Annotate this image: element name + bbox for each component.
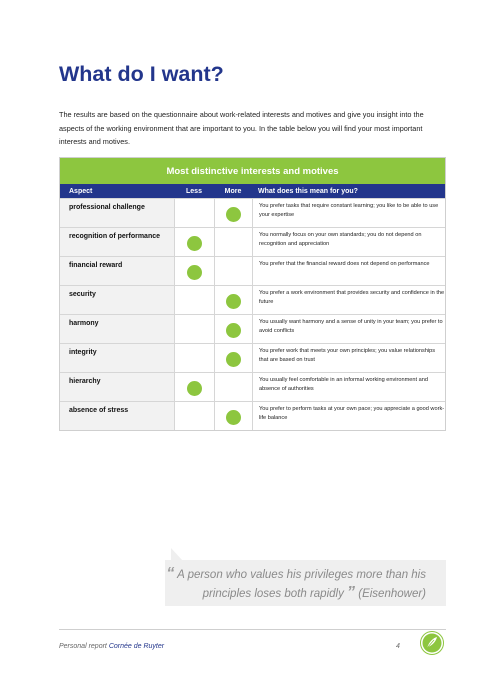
footer-label-text: Personal report (59, 643, 107, 650)
intro-paragraph: The results are based on the questionnaire about work-related interests and motives and give you insight into the aspects of the working environment that are important to you. In the table below you will find your most important interests and motives. (59, 110, 424, 146)
interests-table (59, 157, 446, 431)
leaf-badge-icon (420, 631, 444, 655)
quote (165, 565, 426, 603)
table-row (60, 343, 445, 372)
quote-line-2: principles loses both rapidly (202, 588, 344, 600)
aspect-cell: absence of stress (60, 402, 174, 430)
footer-divider (59, 629, 446, 630)
footer-person-name: Cornée de Ruyter (108, 643, 165, 650)
meaning-cell: You prefer to perform tasks at your own pace; you appreciate a good work-life balance (252, 402, 445, 430)
table-row (60, 285, 445, 314)
less-cell (174, 402, 214, 430)
indicator-dot (226, 352, 241, 367)
indicator-dot (226, 323, 241, 338)
table-header (60, 184, 445, 198)
page-title: What do I want? (59, 62, 224, 86)
more-cell (214, 373, 252, 401)
indicator-dot (226, 294, 241, 309)
table-body (60, 198, 445, 430)
aspect-cell: integrity (60, 344, 174, 372)
less-cell (174, 257, 214, 285)
header-aspect: Aspect (69, 187, 93, 195)
indicator-dot (226, 207, 241, 222)
less-cell (174, 199, 214, 227)
quote-close-mark: ” (347, 584, 356, 601)
quote-author: (Eisenhower) (358, 588, 426, 600)
more-cell (214, 257, 252, 285)
more-cell (214, 199, 252, 227)
less-cell (174, 228, 214, 256)
table-title: Most distinctive interests and motives (60, 158, 445, 184)
header-meaning: What does this mean for you? (258, 187, 358, 195)
table-row (60, 198, 445, 227)
aspect-cell: hierarchy (60, 373, 174, 401)
table-row (60, 401, 445, 430)
less-cell (174, 286, 214, 314)
more-cell (214, 228, 252, 256)
meaning-cell: You normally focus on your own standards; you do not depend on recognition and appreciation (252, 228, 445, 256)
less-cell (174, 315, 214, 343)
more-cell (214, 344, 252, 372)
meaning-cell: You prefer a work environment that provides security and confidence in the future (252, 286, 445, 314)
indicator-dot (187, 265, 202, 280)
footer-report-label (59, 643, 164, 650)
meaning-cell: You prefer work that meets your own principles; you value relationships that are based on trust (252, 344, 445, 372)
quote-line-1: A person who values his privileges more than his (177, 569, 426, 581)
more-cell (214, 286, 252, 314)
header-less: Less (186, 187, 202, 195)
indicator-dot (187, 381, 202, 396)
table-row (60, 314, 445, 343)
aspect-cell: recognition of performance (60, 228, 174, 256)
table-row (60, 372, 445, 401)
quote-open-mark: “ (166, 565, 175, 582)
page-number: 4 (396, 643, 400, 650)
less-cell (174, 373, 214, 401)
meaning-cell: You usually want harmony and a sense of unity in your team; you prefer to avoid conflicts (252, 315, 445, 343)
table-row (60, 256, 445, 285)
table-row (60, 227, 445, 256)
indicator-dot (187, 236, 202, 251)
more-cell (214, 315, 252, 343)
more-cell (214, 402, 252, 430)
aspect-cell: harmony (60, 315, 174, 343)
aspect-cell: financial reward (60, 257, 174, 285)
less-cell (174, 344, 214, 372)
header-more: More (224, 187, 242, 195)
meaning-cell: You usually feel comfortable in an informal working environment and absence of authorities (252, 373, 445, 401)
meaning-cell: You prefer that the financial reward does not depend on performance (252, 257, 445, 285)
aspect-cell: professional challenge (60, 199, 174, 227)
aspect-cell: security (60, 286, 174, 314)
meaning-cell: You prefer tasks that require constant learning; you like to be able to use your expertise (252, 199, 445, 227)
indicator-dot (226, 410, 241, 425)
